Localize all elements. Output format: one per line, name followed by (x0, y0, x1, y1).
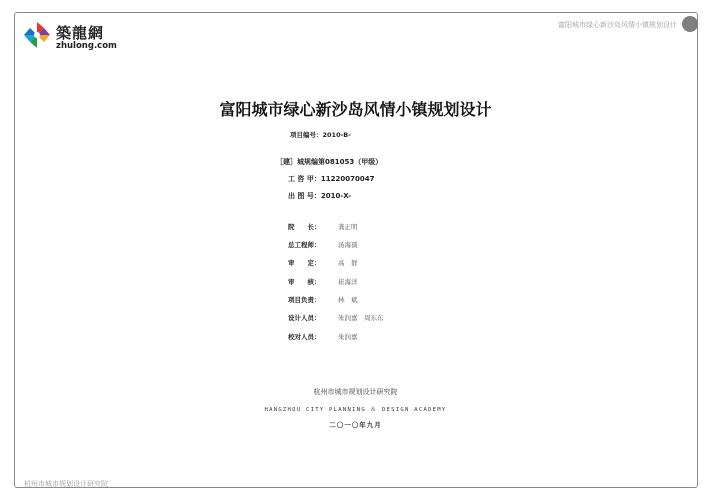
staff-role: 校对人员： (288, 333, 321, 341)
staff-name: 林 斌 (338, 296, 358, 304)
header-project-title: 富阳城市绿心新沙岛风情小镇规划设计 (558, 21, 677, 29)
staff-row-project-lead (288, 295, 358, 304)
staff-row-reviewer (288, 277, 358, 286)
staff-role: 设计人员： (288, 314, 321, 322)
staff-name: 朱润嘉 周东东 (338, 314, 384, 322)
staff-name: 龚正明 (338, 223, 358, 231)
staff-name: 朱润嘉 (338, 333, 358, 341)
staff-row-approver (288, 258, 358, 267)
staff-name: 汤海孺 (338, 241, 358, 249)
staff-row-president (288, 222, 358, 231)
certificate-number: 工 咨 甲：11220070047 (288, 175, 375, 183)
document-date: 二〇一〇年九月 (329, 421, 382, 429)
qualification-number: ［建］城规编第081053（甲级） (276, 158, 383, 166)
staff-role: 总工程师： (288, 241, 321, 249)
zhulong-logo (22, 20, 142, 56)
staff-name: 崔海洋 (338, 278, 358, 286)
document-title: 富阳城市绿心新沙岛风情小镇规划设计 (219, 100, 492, 119)
logo-domain: zhulong.com (56, 41, 117, 51)
institute-name-en: HANGZHOU CITY PLANNING ＆ DESIGN ACADEMY (264, 407, 447, 413)
staff-name: 高 群 (338, 259, 358, 267)
staff-role: 审 核： (288, 278, 321, 286)
staff-row-designers (288, 313, 384, 322)
page-frame (14, 12, 698, 488)
header-circle-icon (682, 16, 698, 32)
staff-role: 院 长： (288, 223, 321, 231)
staff-role: 审 定： (288, 259, 321, 267)
staff-row-proofreader (288, 332, 358, 341)
institute-name-cn: 杭州市城市规划设计研究院 (313, 388, 398, 396)
project-number: 项目编号：2010-B- (290, 131, 351, 139)
drawing-number: 出 图 号：2010-X- (288, 192, 351, 200)
staff-role: 项目负责： (288, 296, 321, 304)
staff-row-chief-engineer (288, 240, 358, 249)
logo-name: 築龍網 (56, 24, 105, 42)
logo-pinwheel-icon (22, 20, 52, 50)
footer-institute: 杭州市城市规划设计研究院 (24, 480, 108, 488)
